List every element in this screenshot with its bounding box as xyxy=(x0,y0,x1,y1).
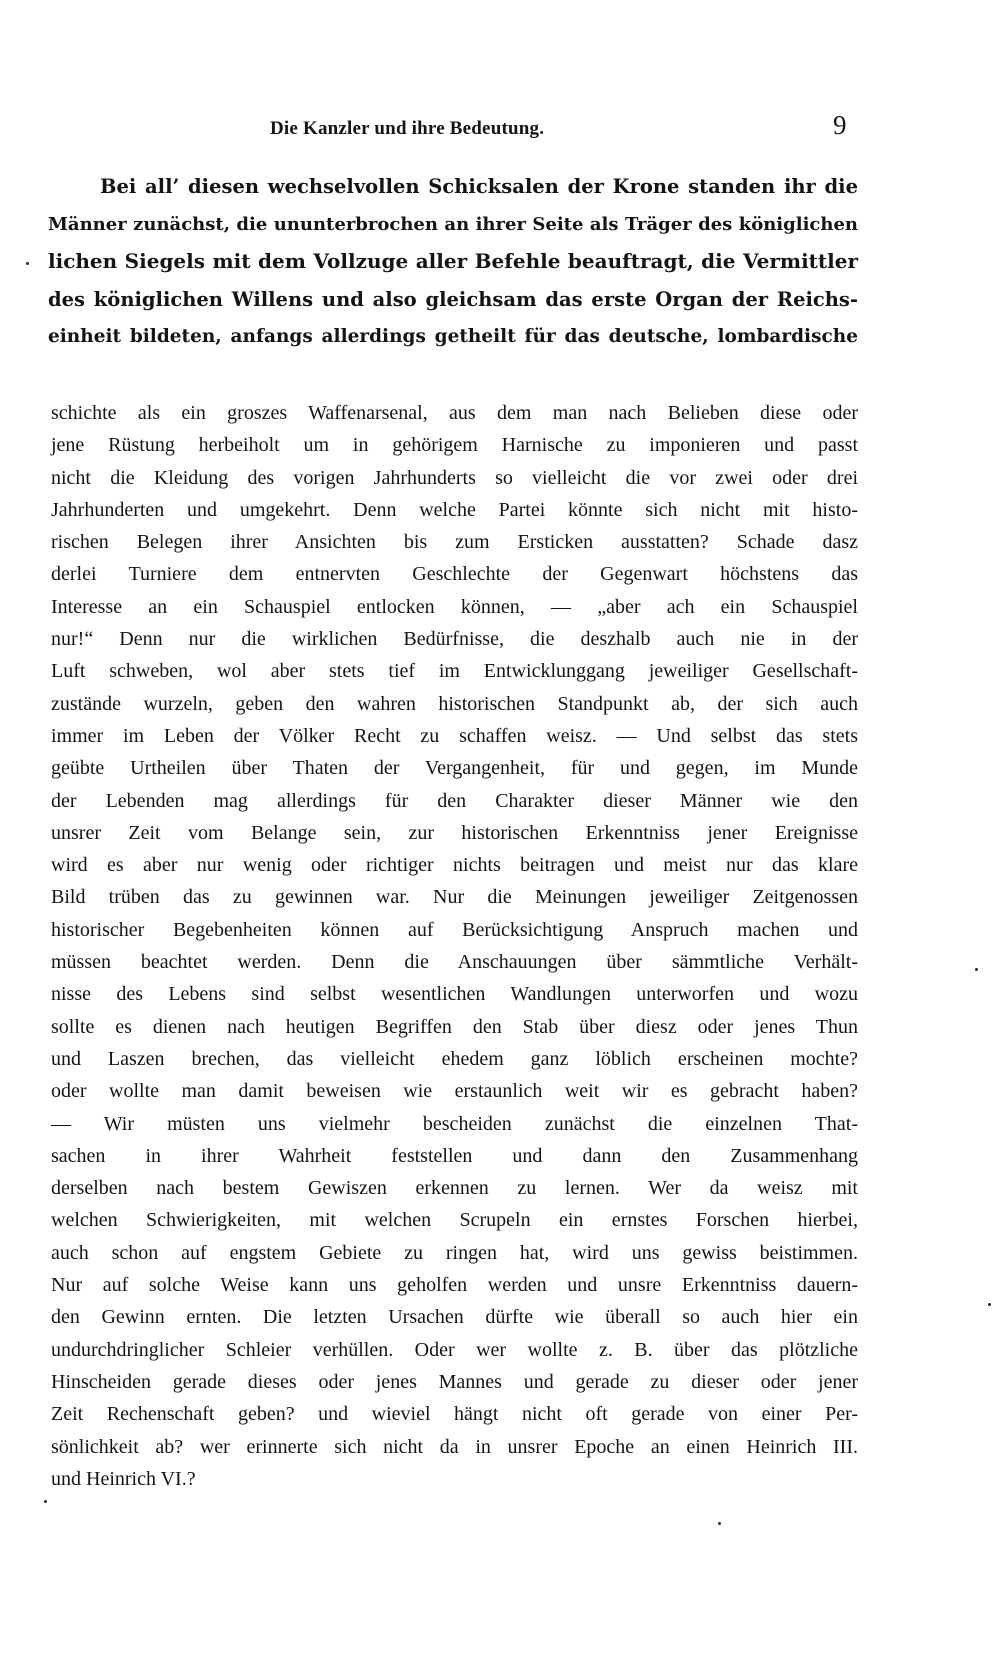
footnote-line: Hinscheiden gerade dieses oder jenes Mannes und gerade zu dieser oder jener xyxy=(51,1370,858,1393)
footnote-line: und Laszen brechen, das vielleicht ehedem ganz löblich erscheinen mochte? xyxy=(51,1047,858,1070)
footnote-line: müssen beachtet werden. Denn die Anschauungen über sämmtliche Verhält- xyxy=(51,951,858,974)
footnote-line: auch schon auf engstem Gebiete zu ringen hat, wird uns gewiss beistimmen. xyxy=(51,1241,858,1264)
main-paragraph xyxy=(48,168,858,356)
footnote-line: Jahrhunderten und umgekehrt. Denn welche Partei könnte sich nicht mit histo- xyxy=(51,498,858,521)
footnote-line: unsrer Zeit vom Belange sein, zur historischen Erkenntniss jener Ereignisse xyxy=(51,821,858,844)
footnote-line: undurchdringlicher Schleier verhüllen. Oder wer wollte z. B. über das plötzliche xyxy=(51,1338,858,1361)
footnote-line: Zeit Rechenschaft geben? und wieviel hängt nicht oft gerade von einer Per- xyxy=(51,1403,858,1426)
main-line: lichen Siegels mit dem Vollzuge aller Befehle beauftragt, die Vermittler xyxy=(48,249,858,273)
scan-speck xyxy=(718,1522,721,1525)
footnote-line: den Gewinn ernten. Die letzten Ursachen dürfte wie überall so auch hier ein xyxy=(51,1306,858,1329)
footnote-line: oder wollte man damit beweisen wie erstaunlich weit wir es gebracht haben? xyxy=(51,1080,858,1103)
running-title: Die Kanzler und ihre Bedeutung. xyxy=(270,118,545,139)
main-line: einheit bildeten, anfangs allerdings getheilt für das deutsche, lombardische xyxy=(48,326,858,347)
footnote-line: Nur auf solche Weise kann uns geholfen werden und unsre Erkenntniss dauern- xyxy=(51,1274,858,1297)
main-line: Männer zunächst, die ununterbrochen an ihrer Seite als Träger des königlichen xyxy=(48,213,858,235)
footnote-line: immer im Leben der Völker Recht zu schaffen weisz. — Und selbst das stets xyxy=(51,724,858,747)
footnote-line: sönlichkeit ab? wer erinnerte sich nicht da in unsrer Epoche an einen Heinrich III. xyxy=(51,1435,858,1458)
footnote-line: welchen Schwierigkeiten, mit welchen Scrupeln ein ernstes Forschen hierbei, xyxy=(51,1209,858,1232)
footnote-line: und Heinrich VI.? xyxy=(51,1467,196,1490)
page-number: 9 xyxy=(833,110,847,140)
scan-speck xyxy=(44,1500,47,1503)
footnote-line: wird es aber nur wenig oder richtiger nichts beitragen und meist nur das klare xyxy=(51,854,858,877)
footnote-line: jene Rüstung herbeiholt um in gehörigem Harnische zu imponieren und passt xyxy=(51,434,858,457)
footnote-line: sachen in ihrer Wahrheit feststellen und dann den Zusammenhang xyxy=(51,1144,858,1167)
main-line: des königlichen Willens und also gleichsam das erste Organ der Reichs- xyxy=(48,287,858,311)
footnote-line: zustände wurzeln, geben den wahren historischen Standpunkt ab, der sich auch xyxy=(51,692,858,715)
footnote-line: nisse des Lebens sind selbst wesentlichen Wandlungen unterworfen und wozu xyxy=(51,983,858,1006)
scan-speck xyxy=(26,262,29,265)
footnote-line: Interesse an ein Schauspiel entlocken können, — „aber ach ein Schauspiel xyxy=(51,595,858,618)
footnote-line: nicht die Kleidung des vorigen Jahrhunderts so vielleicht die vor zwei oder drei xyxy=(51,466,858,489)
footnote-line: derlei Turniere dem entnervten Geschlechte der Gegenwart höchstens das xyxy=(51,563,858,586)
footnote-line: — Wir müsten uns vielmehr bescheiden zunächst die einzelnen That- xyxy=(51,1112,858,1135)
footnote-paragraph xyxy=(51,397,858,1495)
footnote-line: geübte Urtheilen über Thaten der Vergangenheit, für und gegen, im Munde xyxy=(51,757,858,780)
footnote-line: der Lebenden mag allerdings für den Charakter dieser Männer wie den xyxy=(51,789,858,812)
scan-speck xyxy=(988,1303,991,1306)
scan-speck xyxy=(975,968,978,971)
footnote-line: nur!“ Denn nur die wirklichen Bedürfnisse, die deszhalb auch nie in der xyxy=(51,628,858,651)
footnote-line: Luft schweben, wol aber stets tief im Entwicklunggang jeweiliger Gesellschaft- xyxy=(51,660,858,683)
footnote-line: Bild trüben das zu gewinnen war. Nur die Meinungen jeweiliger Zeitgenossen xyxy=(51,886,858,909)
footnote-line: derselben nach bestem Gewiszen erkennen zu lernen. Wer da weisz mit xyxy=(51,1177,858,1200)
footnote-line: rischen Belegen ihrer Ansichten bis zum Ersticken ausstatten? Schade dasz xyxy=(51,531,858,554)
footnote-line: sollte es dienen nach heutigen Begriffen den Stab über diesz oder jenes Thun xyxy=(51,1015,858,1038)
footnote-line: schichte als ein groszes Waffenarsenal, aus dem man nach Belieben diese oder xyxy=(51,402,858,424)
main-line: Bei all’ diesen wechselvollen Schicksalen der Krone standen ihr die xyxy=(100,175,858,198)
footnote-line: historischer Begebenheiten können auf Berücksichtigung Anspruch machen und xyxy=(51,918,858,941)
